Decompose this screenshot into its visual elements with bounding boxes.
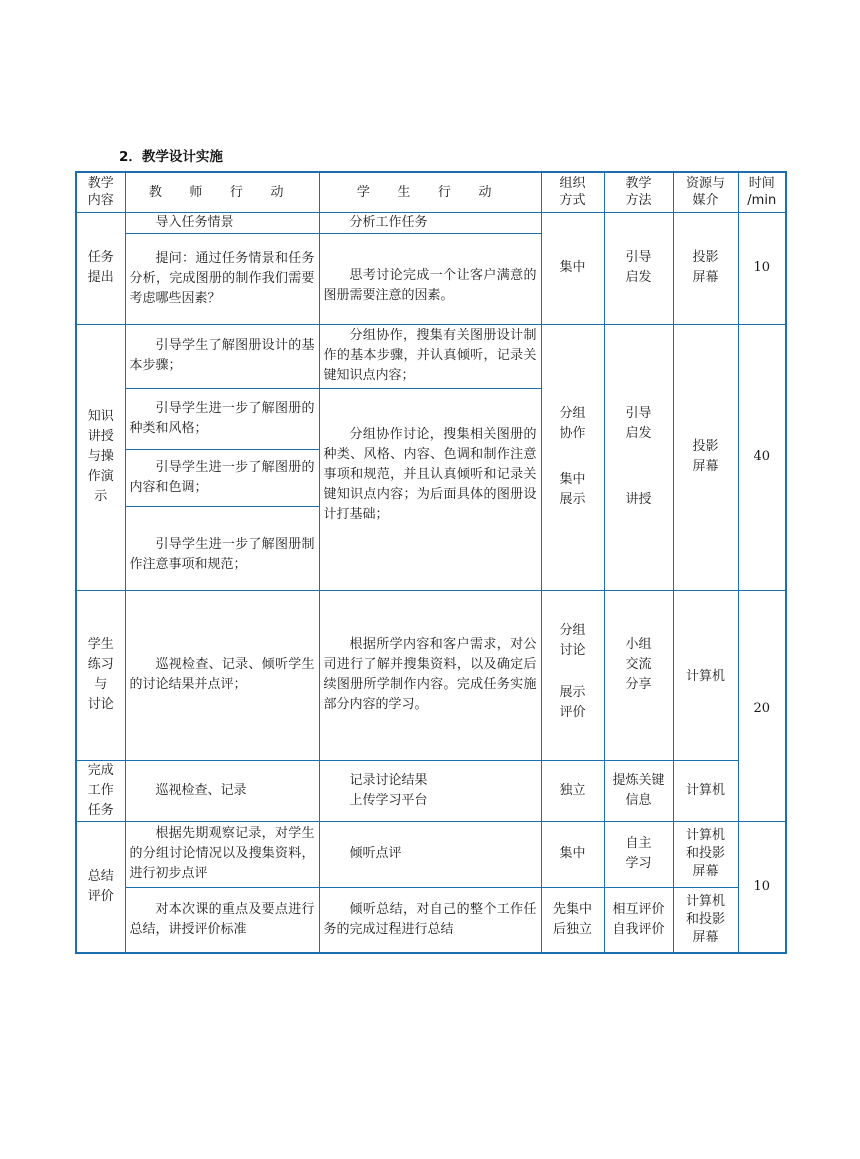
teacher-cell: 提问：通过任务情景和任务分析，完成图册的制作我们需要考虑哪些因素？: [125, 233, 319, 324]
media-cell: 计算机: [673, 590, 738, 760]
media-cell: 计算机 和投影 屏幕: [673, 821, 738, 887]
method-cell: 引导 启发: [604, 212, 673, 324]
teacher-cell: 根据先期观察记录，对学生的分组讨论情况以及搜集资料，进行初步点评: [125, 821, 319, 887]
header-media: 资源与 媒介: [673, 172, 738, 212]
media-cell: 投影 屏幕: [673, 212, 738, 324]
teacher-cell: 引导学生进一步了解图册的内容和色调；: [125, 449, 319, 506]
table-row: [76, 212, 786, 233]
method-cell: 提炼关键 信息: [604, 760, 673, 821]
time-cell: 20: [738, 590, 786, 821]
org-cell: 分组 讨论 展示 评价: [541, 590, 604, 760]
student-cell: 倾听点评: [319, 821, 541, 887]
student-cell: 根据所学内容和客户需求，对公司进行了解并搜集资料，以及确定后续图册所学制作内容。完成任务实施部分内容的学习。: [319, 590, 541, 760]
topic-cell: 任务 提出: [76, 212, 125, 324]
header-org: 组织 方式: [541, 172, 604, 212]
topic-cell: 学生 练习 与 讨论: [76, 590, 125, 760]
topic-cell: 完成 工作 任务: [76, 760, 125, 821]
teacher-cell: 巡视检查、记录: [125, 760, 319, 821]
student-cell: 记录讨论结果 上传学习平台: [319, 760, 541, 821]
org-cell: 集中: [541, 821, 604, 887]
header-time: 时间 /min: [738, 172, 786, 212]
org-cell: 先集中 后独立: [541, 887, 604, 953]
org-cell: 独立: [541, 760, 604, 821]
teacher-cell: 引导学生了解图册设计的基本步骤；: [125, 324, 319, 388]
teaching-plan-table: [75, 171, 787, 954]
header-method: 教学 方法: [604, 172, 673, 212]
teacher-cell: 引导学生进一步了解图册制作注意事项和规范；: [125, 506, 319, 590]
media-cell: 计算机: [673, 760, 738, 821]
method-cell: 引导 启发 讲授: [604, 324, 673, 590]
method-cell: 相互评价 自我评价: [604, 887, 673, 953]
header-content: 教学 内容: [76, 172, 125, 212]
table-row: [76, 590, 786, 760]
table-row: [76, 324, 786, 388]
media-cell: 计算机 和投影 屏幕: [673, 887, 738, 953]
method-cell: 自主 学习: [604, 821, 673, 887]
table-row: [76, 887, 786, 953]
student-cell: 分组协作，搜集有关图册设计制作的基本步骤，并认真倾听，记录关键知识点内容；: [319, 324, 541, 388]
teacher-cell: 引导学生进一步了解图册的种类和风格；: [125, 388, 319, 449]
teacher-cell: 导入任务情景: [125, 212, 319, 233]
section-heading: 2．教学设计实施: [119, 149, 223, 165]
org-cell: 分组 协作 集中 展示: [541, 324, 604, 590]
method-cell: 小组 交流 分享: [604, 590, 673, 760]
table-row: [76, 821, 786, 887]
time-cell: 10: [738, 212, 786, 324]
student-cell: 倾听总结，对自己的整个工作任务的完成过程进行总结: [319, 887, 541, 953]
header-student: 学 生 行 动: [319, 172, 541, 212]
topic-cell: 知识 讲授 与操 作演 示: [76, 324, 125, 590]
time-cell: 40: [738, 324, 786, 590]
header-row: [76, 172, 786, 212]
org-cell: 集中: [541, 212, 604, 324]
topic-cell: 总结 评价: [76, 821, 125, 953]
student-cell: 思考讨论完成一个让客户满意的图册需要注意的因素。: [319, 233, 541, 324]
header-teacher: 教 师 行 动: [125, 172, 319, 212]
table-row: [76, 760, 786, 821]
student-cell: 分析工作任务: [319, 212, 541, 233]
media-cell: 投影 屏幕: [673, 324, 738, 590]
teacher-cell: 对本次课的重点及要点进行总结，讲授评价标准: [125, 887, 319, 953]
student-cell: 分组协作讨论，搜集相关图册的种类、风格、内容、色调和制作注意事项和规范，并且认真倾听和记录关键知识点内容；为后面具体的图册设计打基础；: [319, 388, 541, 590]
time-cell: 10: [738, 821, 786, 953]
teacher-cell: 巡视检查、记录、倾听学生的讨论结果并点评；: [125, 590, 319, 760]
